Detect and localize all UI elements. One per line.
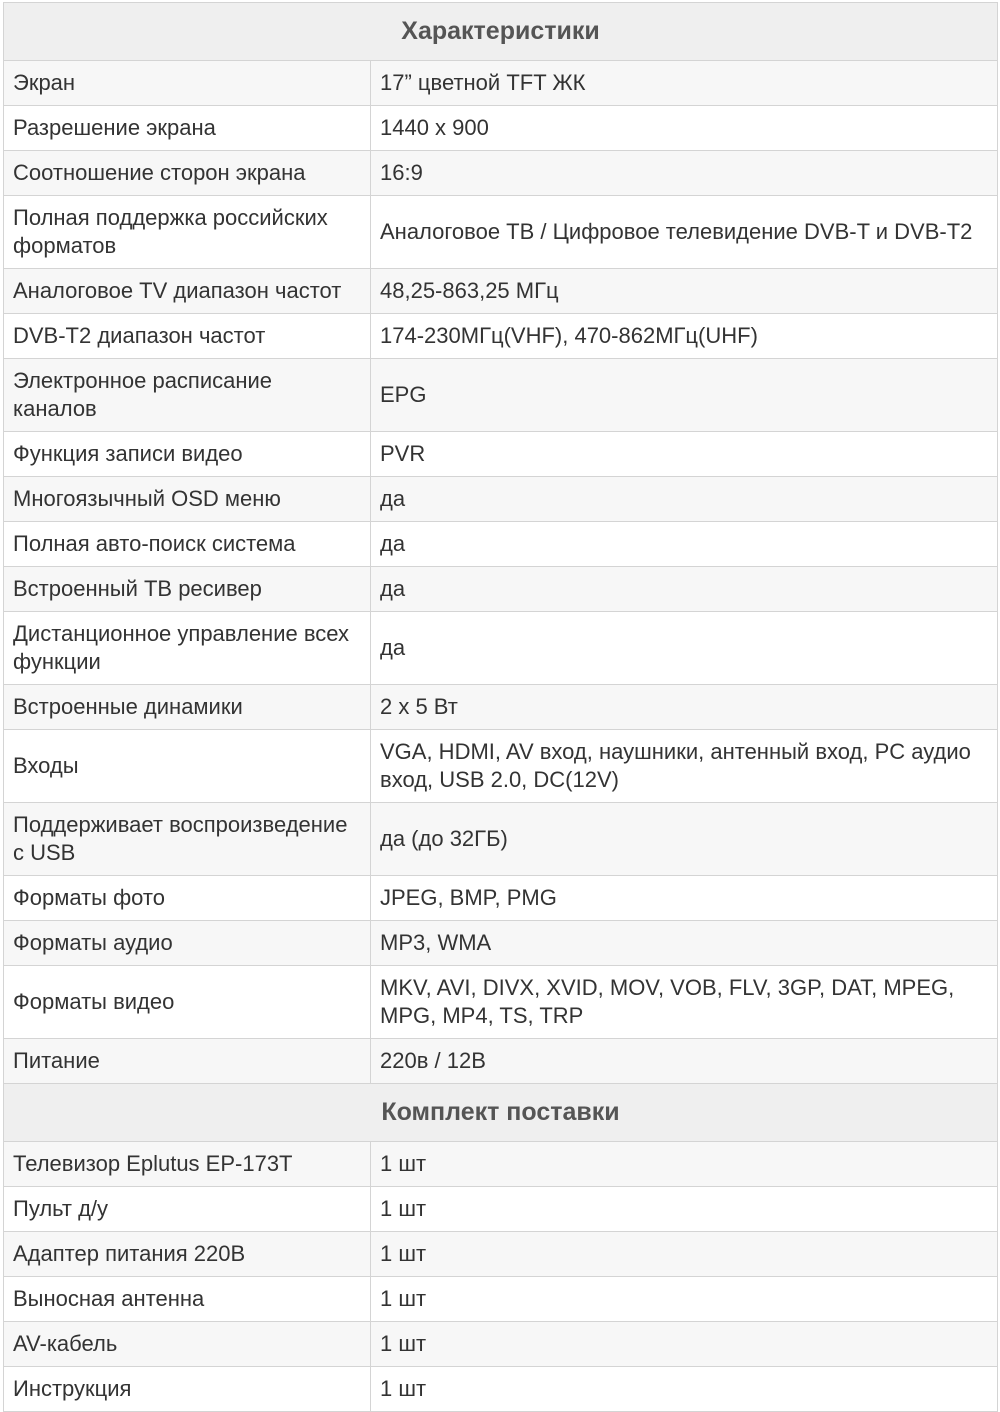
spec-label: Форматы фото [4, 876, 371, 921]
table-row [4, 196, 998, 269]
package-item-qty: 1 шт [371, 1232, 998, 1277]
spec-label: Аналоговое TV диапазон частот [4, 269, 371, 314]
spec-sheet [3, 2, 997, 1412]
table-row [4, 966, 998, 1039]
table-row [4, 359, 998, 432]
table-row [4, 1232, 998, 1277]
table-row [4, 803, 998, 876]
package-item-qty: 1 шт [371, 1322, 998, 1367]
table-row [4, 106, 998, 151]
spec-value: да [371, 612, 998, 685]
package-item-label: Адаптер питания 220В [4, 1232, 371, 1277]
package-item-label: AV-кабель [4, 1322, 371, 1367]
table-row [4, 685, 998, 730]
table-row [4, 522, 998, 567]
spec-label: Разрешение экрана [4, 106, 371, 151]
spec-value: PVR [371, 432, 998, 477]
table-row [4, 1322, 998, 1367]
table-row [4, 921, 998, 966]
spec-label: Встроенный ТВ ресивер [4, 567, 371, 612]
table-row [4, 269, 998, 314]
spec-label: DVB-T2 диапазон частот [4, 314, 371, 359]
spec-value: 2 x 5 Вт [371, 685, 998, 730]
spec-value: JPEG, BMP, PMG [371, 876, 998, 921]
table-row [4, 612, 998, 685]
spec-label: Форматы видео [4, 966, 371, 1039]
section-title: Комплект поставки [4, 1084, 998, 1142]
spec-value: 1440 x 900 [371, 106, 998, 151]
package-item-qty: 1 шт [371, 1187, 998, 1232]
spec-value: да [371, 477, 998, 522]
table-row [4, 1277, 998, 1322]
spec-value: 48,25-863,25 МГц [371, 269, 998, 314]
package-item-qty: 1 шт [371, 1367, 998, 1412]
table-row [4, 61, 998, 106]
package-item-label: Выносная антенна [4, 1277, 371, 1322]
spec-label: Питание [4, 1039, 371, 1084]
package-item-label: Телевизор Eplutus EP-173T [4, 1142, 371, 1187]
spec-value: да [371, 522, 998, 567]
section-title: Характеристики [4, 3, 998, 61]
spec-label: Входы [4, 730, 371, 803]
spec-label: Поддерживает воспроизведение с USB [4, 803, 371, 876]
spec-label: Функция записи видео [4, 432, 371, 477]
spec-label: Форматы аудио [4, 921, 371, 966]
spec-value: 220в / 12В [371, 1039, 998, 1084]
spec-value: 174-230МГц(VHF), 470-862МГц(UHF) [371, 314, 998, 359]
package-item-qty: 1 шт [371, 1277, 998, 1322]
spec-value: 16:9 [371, 151, 998, 196]
table-row [4, 1187, 998, 1232]
spec-value: MP3, WMA [371, 921, 998, 966]
section-header-specs [4, 3, 998, 61]
spec-value: да (до 32ГБ) [371, 803, 998, 876]
spec-label: Встроенные динамики [4, 685, 371, 730]
spec-label: Полная поддержка российских форматов [4, 196, 371, 269]
table-row [4, 314, 998, 359]
table-row [4, 151, 998, 196]
table-row [4, 1367, 998, 1412]
package-item-qty: 1 шт [371, 1142, 998, 1187]
package-item-label: Инструкция [4, 1367, 371, 1412]
table-row [4, 876, 998, 921]
spec-value: EPG [371, 359, 998, 432]
spec-label: Полная авто-поиск система [4, 522, 371, 567]
spec-label: Многоязычный OSD меню [4, 477, 371, 522]
spec-value: да [371, 567, 998, 612]
table-row [4, 1142, 998, 1187]
spec-value: Аналоговое ТВ / Цифровое телевидение DVB-T и DVB-T2 [371, 196, 998, 269]
table-row [4, 432, 998, 477]
spec-value: VGA, HDMI, AV вход, наушники, антенный вход, PC аудио вход, USB 2.0, DC(12V) [371, 730, 998, 803]
spec-value: 17” цветной TFT ЖК [371, 61, 998, 106]
spec-label: Соотношение сторон экрана [4, 151, 371, 196]
spec-value: MKV, AVI, DIVX, XVID, MOV, VOB, FLV, 3GP, DAT, MPEG, MPG, MP4, TS, TRP [371, 966, 998, 1039]
table-row [4, 1039, 998, 1084]
table-row [4, 730, 998, 803]
spec-label: Дистанционное управление всех функции [4, 612, 371, 685]
spec-label: Электронное расписание каналов [4, 359, 371, 432]
table-row [4, 477, 998, 522]
package-item-label: Пульт д/у [4, 1187, 371, 1232]
table-row [4, 567, 998, 612]
section-header-package [4, 1084, 998, 1142]
spec-label: Экран [4, 61, 371, 106]
spec-table [3, 2, 998, 1412]
